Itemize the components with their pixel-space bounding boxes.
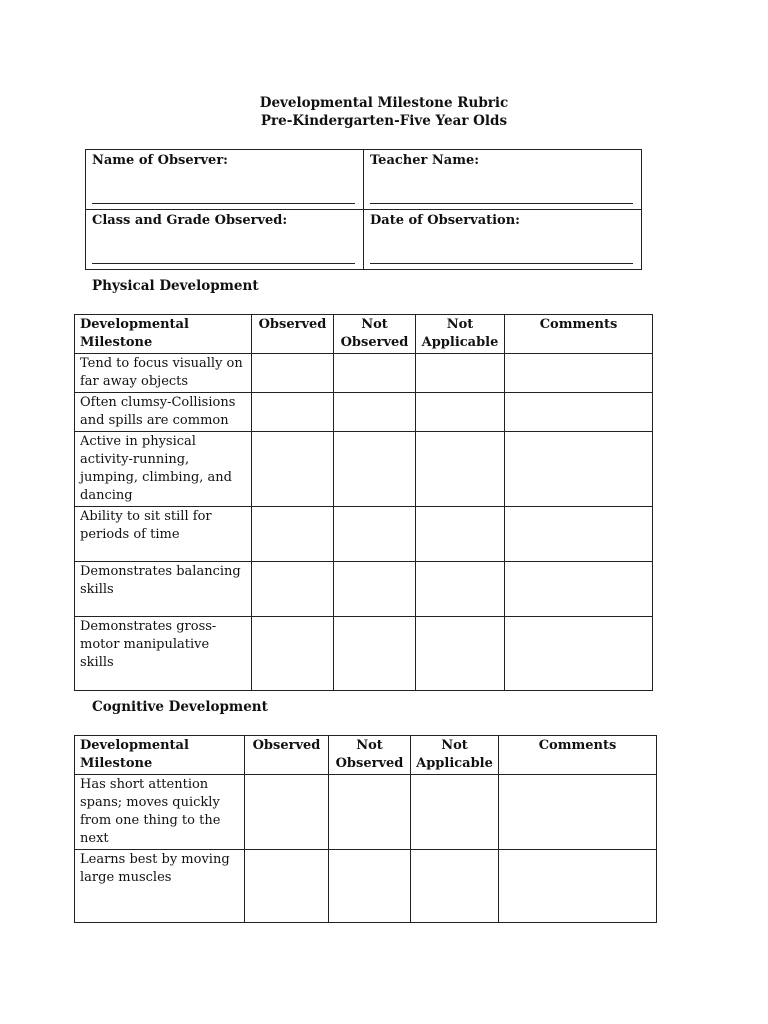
col-not-observed: Not Observed: [334, 315, 416, 354]
table-row: [75, 850, 657, 923]
milestone-cell: Learns best by moving large muscles: [75, 850, 245, 923]
comments-cell[interactable]: [505, 354, 653, 393]
milestone-cell: Active in physical activity-running, jumping, climbing, and dancing: [75, 432, 252, 507]
not-applicable-cell[interactable]: [416, 354, 505, 393]
observed-cell[interactable]: [245, 775, 329, 850]
observed-cell[interactable]: [252, 617, 334, 691]
comments-cell[interactable]: [499, 775, 657, 850]
observer-info-table: [85, 149, 642, 270]
comments-cell[interactable]: [505, 507, 653, 562]
table-row: [75, 775, 657, 850]
col-milestone: Developmental Milestone: [75, 315, 252, 354]
observed-cell[interactable]: [252, 562, 334, 617]
milestone-cell: Tend to focus visually on far away objects: [75, 354, 252, 393]
not-observed-cell[interactable]: [334, 393, 416, 432]
col-not-applicable: Not Applicable: [416, 315, 505, 354]
not-applicable-cell[interactable]: [416, 393, 505, 432]
not-applicable-cell[interactable]: [411, 775, 499, 850]
milestone-cell: Demonstrates balancing skills: [75, 562, 252, 617]
not-observed-cell[interactable]: [334, 562, 416, 617]
col-observed: Observed: [245, 736, 329, 775]
milestone-cell: Demonstrates gross-motor manipulative skills: [75, 617, 252, 691]
observer-label: Name of Observer:: [92, 153, 228, 168]
table-row: [75, 432, 653, 507]
class-label: Class and Grade Observed:: [92, 213, 288, 228]
not-applicable-cell[interactable]: [416, 617, 505, 691]
observed-cell[interactable]: [252, 393, 334, 432]
comments-cell[interactable]: [505, 393, 653, 432]
milestone-cell: Often clumsy-Collisions and spills are common: [75, 393, 252, 432]
milestone-cell: Has short attention spans; moves quickly from one thing to the next: [75, 775, 245, 850]
col-observed: Observed: [252, 315, 334, 354]
teacher-cell: [364, 150, 642, 210]
table-row: [75, 617, 653, 691]
date-label: Date of Observation:: [370, 213, 520, 228]
date-line[interactable]: [370, 263, 633, 264]
not-observed-cell[interactable]: [329, 775, 411, 850]
date-cell: [364, 210, 642, 270]
comments-cell[interactable]: [499, 850, 657, 923]
cognitive-rubric-table: [74, 735, 657, 923]
table-row: [75, 354, 653, 393]
observed-cell[interactable]: [252, 432, 334, 507]
not-applicable-cell[interactable]: [416, 432, 505, 507]
not-applicable-cell[interactable]: [411, 850, 499, 923]
not-observed-cell[interactable]: [334, 507, 416, 562]
observed-cell[interactable]: [245, 850, 329, 923]
col-comments: Comments: [499, 736, 657, 775]
observed-cell[interactable]: [252, 354, 334, 393]
not-observed-cell[interactable]: [334, 432, 416, 507]
not-observed-cell[interactable]: [329, 850, 411, 923]
observer-name-line[interactable]: [92, 203, 355, 204]
teacher-name-line[interactable]: [370, 203, 633, 204]
not-applicable-cell[interactable]: [416, 507, 505, 562]
not-observed-cell[interactable]: [334, 617, 416, 691]
table-row: [75, 393, 653, 432]
milestone-cell: Ability to sit still for periods of time: [75, 507, 252, 562]
not-applicable-cell[interactable]: [416, 562, 505, 617]
document-subtitle: Pre-Kindergarten-Five Year Olds: [260, 113, 508, 129]
comments-cell[interactable]: [505, 617, 653, 691]
cognitive-heading: Cognitive Development: [92, 699, 268, 715]
col-milestone: Developmental Milestone: [75, 736, 245, 775]
observed-cell[interactable]: [252, 507, 334, 562]
not-observed-cell[interactable]: [334, 354, 416, 393]
table-row: [75, 507, 653, 562]
col-not-applicable: Not Applicable: [411, 736, 499, 775]
comments-cell[interactable]: [505, 432, 653, 507]
table-row: [75, 562, 653, 617]
col-comments: Comments: [505, 315, 653, 354]
observer-cell: [86, 150, 364, 210]
comments-cell[interactable]: [505, 562, 653, 617]
physical-heading: Physical Development: [92, 278, 259, 294]
class-grade-line[interactable]: [92, 263, 355, 264]
col-not-observed: Not Observed: [329, 736, 411, 775]
class-cell: [86, 210, 364, 270]
document-title: Developmental Milestone Rubric: [259, 95, 509, 111]
physical-rubric-table: [74, 314, 653, 691]
teacher-label: Teacher Name:: [370, 153, 480, 168]
